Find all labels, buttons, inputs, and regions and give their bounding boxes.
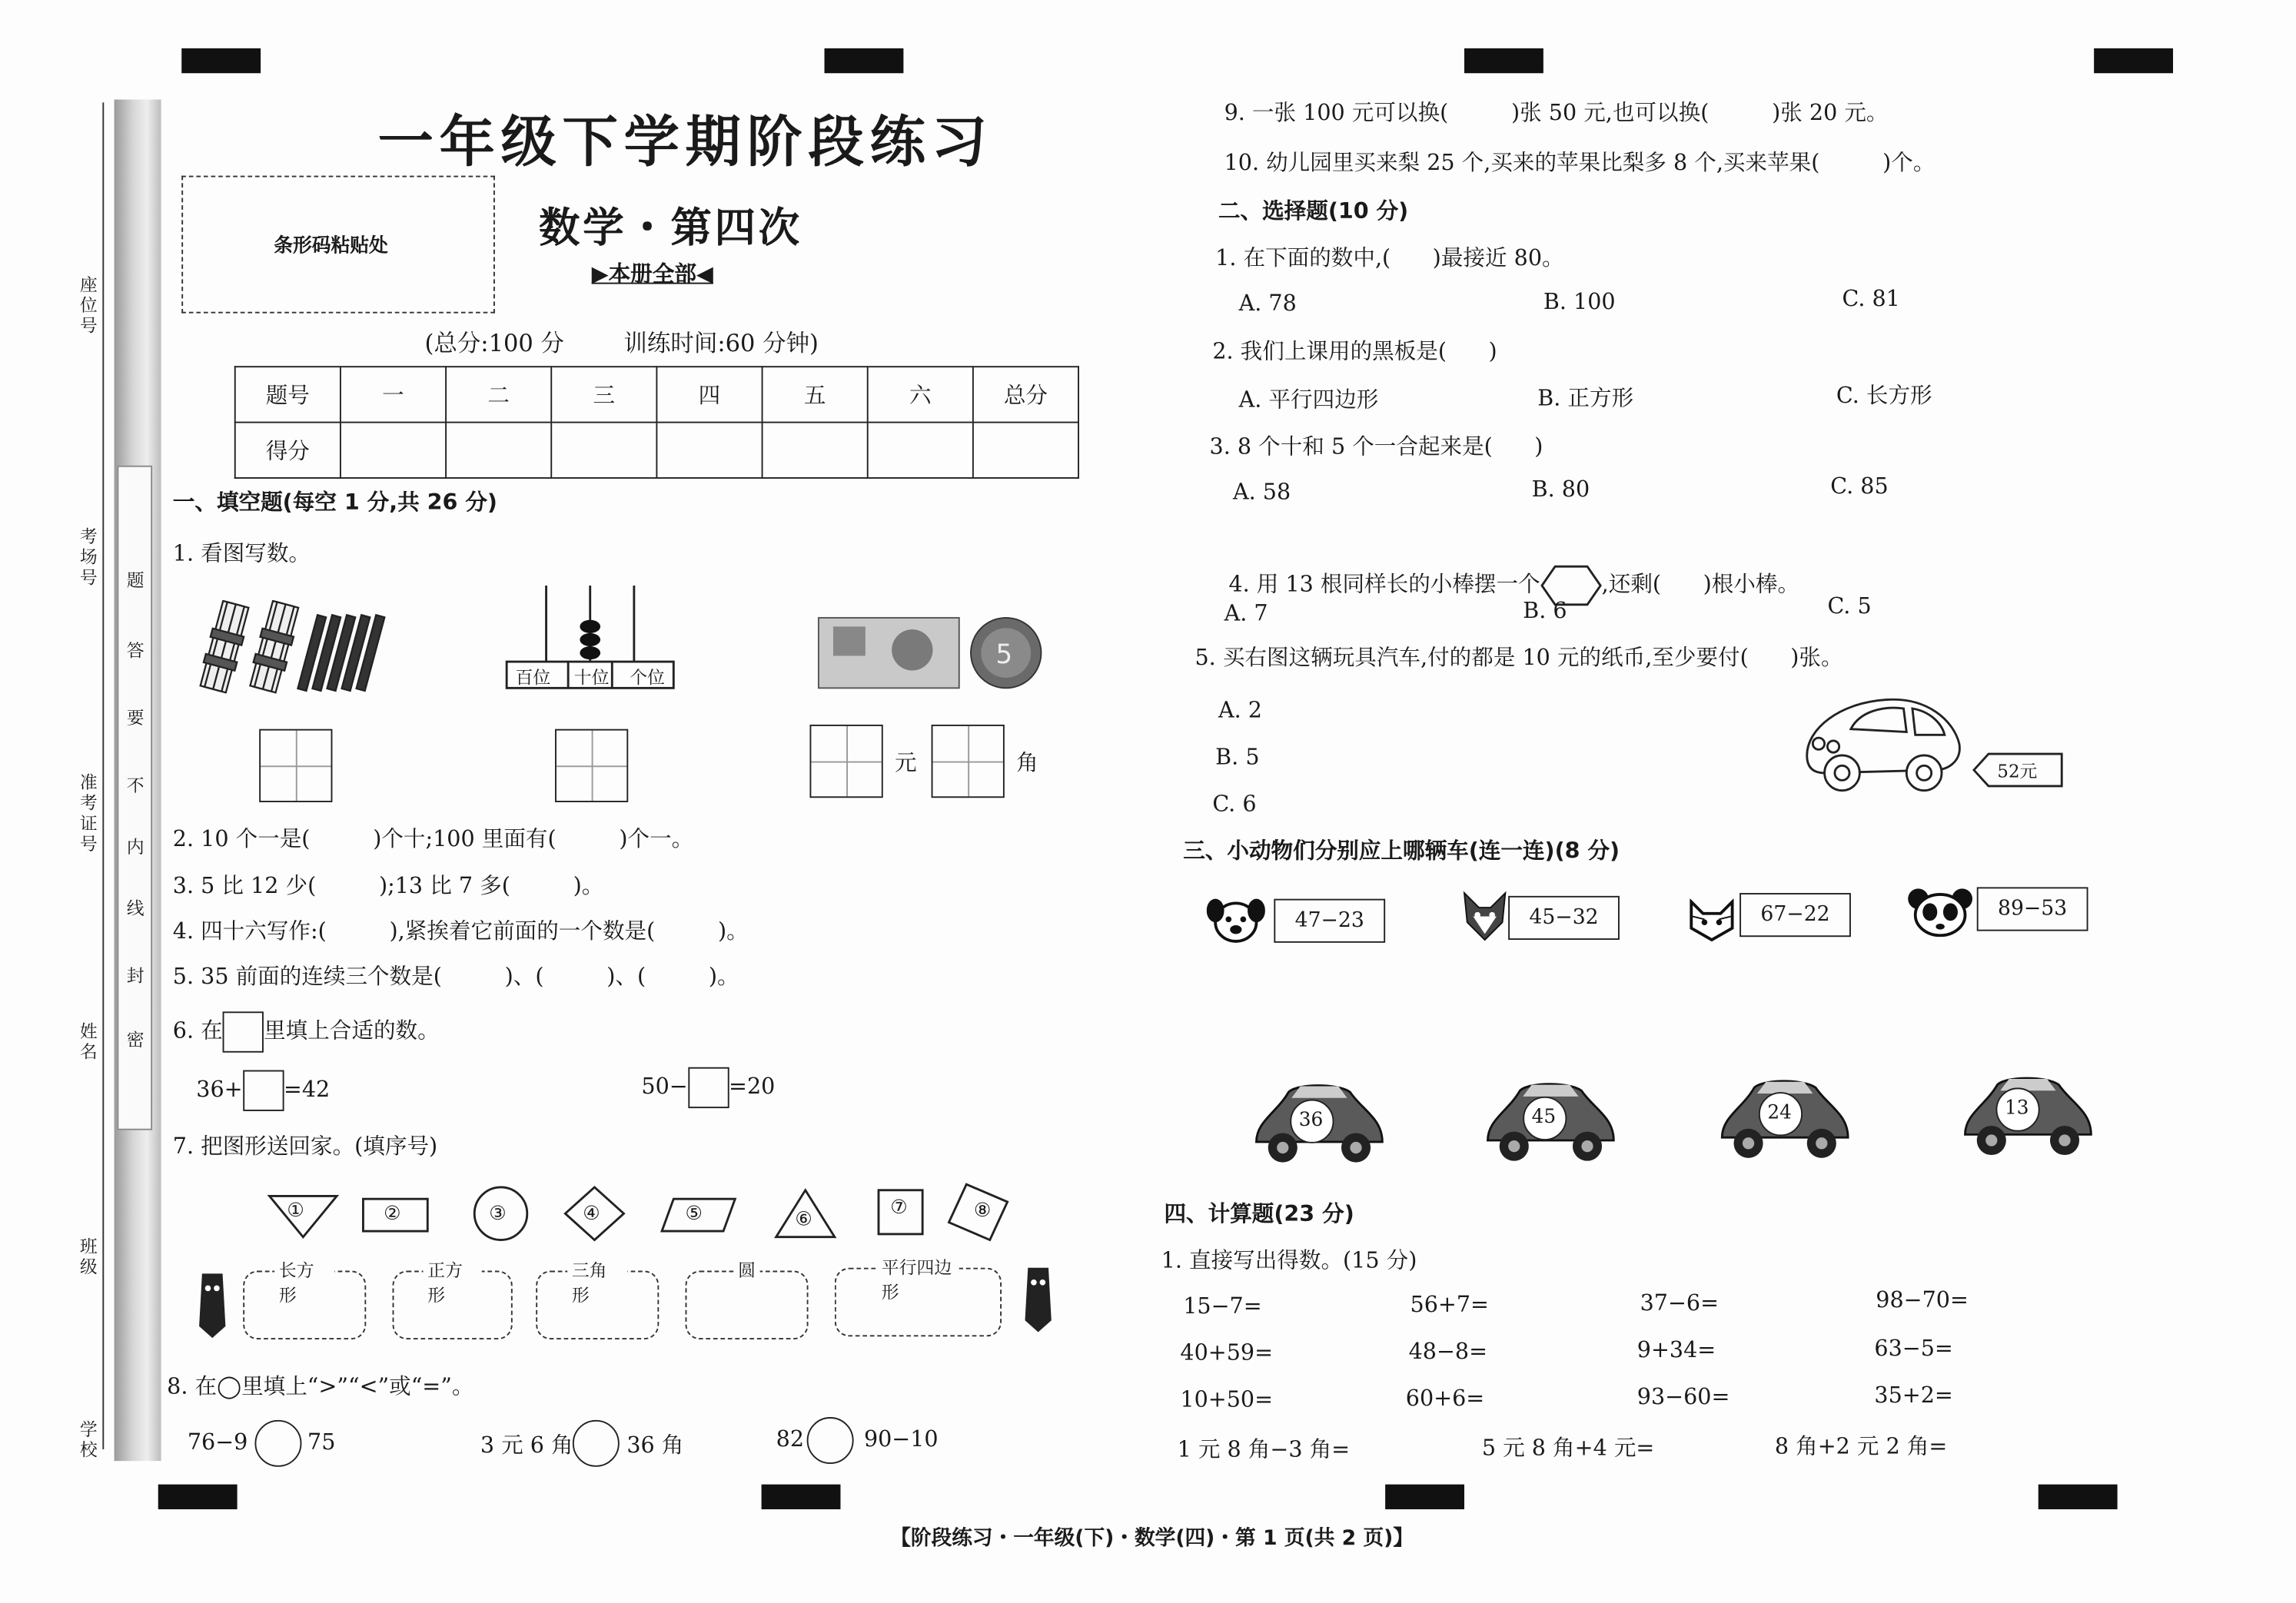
seal-char: 线 xyxy=(124,898,145,920)
square-icon xyxy=(223,1011,264,1052)
car-number: 36 xyxy=(1298,1109,1324,1132)
score-table-header: 三 xyxy=(551,367,656,422)
shape-number: ⑧ xyxy=(973,1200,992,1223)
calc-item[interactable]: 1 元 8 角−3 角= xyxy=(1177,1435,1351,1463)
home-label: 长方形 xyxy=(274,1257,334,1307)
score-cell[interactable] xyxy=(551,423,656,478)
calc-item[interactable]: 40+59= xyxy=(1180,1339,1274,1366)
choice-question-suffix: ,还剩( )根小棒。 xyxy=(1601,570,1800,598)
question-5: 5. 35 前面的连续三个数是( )、( )、( )。 xyxy=(172,963,739,990)
toy-car-picture xyxy=(1796,685,1972,802)
question-10: 10. 幼儿园里买来梨 25 个,买来的苹果比梨多 8 个,买来苹果( )个。 xyxy=(1224,149,1935,176)
calc-item[interactable]: 15−7= xyxy=(1183,1293,1262,1319)
dog-face-icon xyxy=(1207,896,1265,946)
binding-line xyxy=(102,102,104,1449)
answer-box[interactable] xyxy=(555,729,628,802)
score-table-header: 二 xyxy=(446,367,551,422)
exam-subtitle: 数学・第四次 xyxy=(539,203,802,252)
yuan-unit: 元 xyxy=(894,749,917,776)
barcode-label: 条形码粘贴处 xyxy=(274,235,388,258)
equation-right: =20 xyxy=(729,1073,776,1100)
fox-face-icon xyxy=(1461,890,1508,943)
compare-right: 75 xyxy=(307,1429,336,1455)
calc-item[interactable]: 10+50= xyxy=(1180,1386,1274,1413)
score-cell[interactable] xyxy=(656,423,762,478)
question-9: 9. 一张 100 元可以换( )张 50 元,也可以换( )张 20 元。 xyxy=(1224,99,1889,126)
seal-char: 不 xyxy=(124,775,145,797)
score-cell[interactable] xyxy=(446,423,551,478)
choice-option[interactable]: B. 5 xyxy=(1215,743,1260,771)
calc-item[interactable]: 9+34= xyxy=(1636,1336,1716,1363)
registration-mark xyxy=(1464,48,1543,73)
car-number: 13 xyxy=(2004,1097,2029,1120)
pencil-mascot-icon xyxy=(193,1268,231,1341)
calc-item[interactable]: 48−8= xyxy=(1408,1338,1488,1365)
section4-subheading: 1. 直接写出得数。(15 分) xyxy=(1161,1247,1417,1274)
shape-number: ③ xyxy=(489,1203,507,1226)
compare-left: 82 xyxy=(776,1425,805,1452)
shape-number: ⑦ xyxy=(890,1197,908,1220)
registration-mark xyxy=(2038,1485,2118,1509)
shape-number: ② xyxy=(384,1203,401,1226)
barcode-area xyxy=(181,176,495,314)
name-label: 姓名 xyxy=(77,1021,98,1064)
car-number: 24 xyxy=(1767,1102,1792,1125)
abacus-ones-label: 个位 xyxy=(630,667,665,689)
compare-circle-input[interactable] xyxy=(807,1417,854,1464)
score-table-header: 四 xyxy=(656,367,762,422)
question-4: 4. 四十六写作:( ),紧挨着它前面的一个数是( )。 xyxy=(172,918,749,944)
calc-item[interactable]: 8 角+2 元 2 角= xyxy=(1774,1432,1948,1460)
choice-question: 5. 买右图这辆玩具汽车,付的都是 10 元的纸币,至少要付( )张。 xyxy=(1195,644,1843,671)
seat-number-label: 座位号 xyxy=(77,275,98,337)
choice-option[interactable]: A. 78 xyxy=(1238,290,1297,317)
question-6-prefix: 6. 在 xyxy=(172,1017,223,1044)
cat-face-icon xyxy=(1687,899,1737,943)
question-1: 1. 看图写数。 xyxy=(172,539,311,567)
home-rectangle[interactable] xyxy=(243,1260,366,1340)
svg-text:5: 5 xyxy=(995,639,1013,670)
choice-option[interactable]: C. 6 xyxy=(1212,790,1257,817)
home-triangle[interactable] xyxy=(536,1260,659,1340)
choice-question-prefix: 4. 用 13 根同样长的小棒摆一个 xyxy=(1228,570,1540,598)
choice-option[interactable]: A. 7 xyxy=(1224,600,1268,627)
calc-item[interactable]: 37−6= xyxy=(1640,1289,1720,1316)
choice-question: 1. 在下面的数中,( )最接近 80。 xyxy=(1215,244,1564,271)
question-8: 8. 在◯里填上“>”“<”或“=”。 xyxy=(167,1372,474,1400)
section1-heading: 一、填空题(每空 1 分,共 26 分) xyxy=(172,489,497,516)
exam-title: 一年级下学期阶段练习 xyxy=(377,109,993,174)
question-7: 7. 把图形送回家。(填序号) xyxy=(172,1133,438,1160)
choice-question: 3. 8 个十和 5 个一合起来是( ) xyxy=(1209,433,1543,460)
shape-number: ① xyxy=(287,1200,304,1223)
question-6 xyxy=(173,1011,440,1052)
price-tag-label: 52元 xyxy=(1997,761,2038,782)
seal-char: 密 xyxy=(124,1030,145,1051)
score-cell[interactable] xyxy=(973,423,1078,478)
panda-face-icon xyxy=(1906,887,1974,937)
school-label: 学校 xyxy=(77,1419,98,1462)
admission-number-label: 准考证号 xyxy=(77,772,98,855)
home-square[interactable] xyxy=(393,1260,513,1340)
calc-item[interactable]: 93−60= xyxy=(1636,1383,1730,1410)
registration-mark xyxy=(762,1485,841,1509)
exam-meta: (总分:100 分 训练时间:60 分钟) xyxy=(424,329,819,357)
seal-char: 内 xyxy=(124,837,145,858)
score-cell[interactable] xyxy=(868,423,973,478)
seal-char: 要 xyxy=(124,709,145,729)
choice-option[interactable]: C. 长方形 xyxy=(1836,382,1932,409)
animal-expression[interactable]: 89−53 xyxy=(1977,887,2088,931)
yuan-answer-box[interactable] xyxy=(809,725,882,798)
calc-item[interactable]: 5 元 8 角+4 元= xyxy=(1481,1434,1655,1462)
jiao-answer-box[interactable] xyxy=(932,725,1005,798)
abacus-tens-label: 十位 xyxy=(573,667,610,689)
compare-left: 3 元 6 角 xyxy=(480,1432,573,1459)
seal-char: 题 xyxy=(124,570,145,592)
fill-square-input[interactable] xyxy=(243,1070,284,1111)
score-table-header: 总分 xyxy=(973,367,1078,422)
car-number: 45 xyxy=(1531,1107,1557,1129)
home-circle[interactable] xyxy=(686,1260,809,1340)
shape-number: ④ xyxy=(583,1203,600,1226)
registration-mark xyxy=(1385,1485,1464,1509)
abacus-hundreds-label: 百位 xyxy=(515,667,551,689)
shape-number: ⑥ xyxy=(795,1209,812,1232)
calc-item[interactable]: 56+7= xyxy=(1410,1291,1489,1318)
animal-expression[interactable]: 47−23 xyxy=(1274,899,1385,943)
pencil-mascot-icon xyxy=(1019,1262,1058,1335)
equation-right: =42 xyxy=(283,1076,331,1103)
choice-option[interactable]: B. 100 xyxy=(1543,288,1616,315)
section4-heading: 四、计算题(23 分) xyxy=(1164,1200,1354,1227)
exam-room-label: 考场号 xyxy=(77,526,98,589)
compare-right: 36 角 xyxy=(626,1432,684,1459)
exam-scope: ▶本册全部◀ xyxy=(591,261,713,287)
question-6a xyxy=(196,1070,330,1111)
home-parallelogram[interactable] xyxy=(835,1257,1002,1337)
jiao-unit: 角 xyxy=(1016,749,1038,776)
shape-number: ⑤ xyxy=(685,1203,703,1226)
choice-option[interactable]: B. 80 xyxy=(1531,476,1590,503)
calc-item[interactable]: 35+2= xyxy=(1874,1382,1953,1409)
answer-box[interactable] xyxy=(259,729,332,802)
compare-right: 90−10 xyxy=(863,1425,939,1452)
score-cell[interactable] xyxy=(341,423,446,478)
compare-circle-input[interactable] xyxy=(573,1420,620,1467)
registration-mark xyxy=(181,48,261,73)
animal-expression[interactable]: 67−22 xyxy=(1739,893,1851,937)
choice-option[interactable]: A. 平行四边形 xyxy=(1238,386,1379,413)
money-picture xyxy=(816,612,1050,694)
calc-item[interactable]: 63−5= xyxy=(1874,1335,1953,1362)
score-table-header: 一 xyxy=(341,367,446,422)
seal-char: 答 xyxy=(124,641,145,662)
question-6-suffix: 里填上合适的数。 xyxy=(264,1017,440,1044)
class-label: 班级 xyxy=(77,1236,98,1279)
home-label: 圆 xyxy=(733,1257,759,1282)
choice-option[interactable]: B. 正方形 xyxy=(1537,385,1634,412)
score-table xyxy=(234,366,1079,479)
choice-option[interactable]: A. 58 xyxy=(1233,478,1291,506)
equation-left: 36+ xyxy=(196,1076,243,1103)
choice-question: 2. 我们上课用的黑板是( ) xyxy=(1212,338,1497,365)
fill-square-input[interactable] xyxy=(688,1067,729,1108)
home-label: 三角形 xyxy=(567,1257,627,1307)
choice-option[interactable]: C. 81 xyxy=(1842,285,1900,312)
compare-circle-input[interactable] xyxy=(254,1420,301,1467)
registration-mark xyxy=(2094,48,2173,73)
score-table-header: 题号 xyxy=(235,367,341,422)
animal-expression[interactable]: 45−32 xyxy=(1508,896,1620,940)
seal-char: 封 xyxy=(124,966,145,987)
choice-question xyxy=(1201,537,1799,634)
score-cell[interactable] xyxy=(763,423,868,478)
score-row-label: 得分 xyxy=(235,423,341,478)
shapes-row xyxy=(264,1179,1025,1252)
stick-bundles-picture xyxy=(199,600,390,697)
choice-option[interactable]: C. 85 xyxy=(1830,473,1889,499)
compare-left: 76−9 xyxy=(187,1429,248,1455)
calc-item[interactable]: 60+6= xyxy=(1405,1385,1485,1412)
choice-option[interactable]: C. 5 xyxy=(1827,592,1872,619)
score-table-header: 五 xyxy=(763,367,868,422)
page-footer: 【阶段练习・一年级(下)・数学(四)・第 1 页(共 2 页)】 xyxy=(890,1526,1414,1551)
choice-option[interactable]: A. 2 xyxy=(1218,696,1262,724)
equation-left: 50− xyxy=(641,1073,688,1100)
calc-item[interactable]: 98−70= xyxy=(1876,1286,1969,1313)
question-2: 2. 10 个一是( )个十;100 里面有( )个一。 xyxy=(172,825,694,852)
question-6b xyxy=(641,1067,775,1108)
home-label: 平行四边形 xyxy=(877,1255,959,1305)
question-3: 3. 5 比 12 少( );13 比 7 多( )。 xyxy=(172,872,604,899)
registration-mark xyxy=(158,1485,238,1509)
home-label: 正方形 xyxy=(424,1257,482,1307)
choice-option[interactable]: B. 6 xyxy=(1523,597,1567,624)
registration-mark xyxy=(825,48,904,73)
section3-heading: 三、小动物们分别应上哪辆车(连一连)(8 分) xyxy=(1183,837,1620,864)
section2-heading: 二、选择题(10 分) xyxy=(1218,197,1409,224)
score-table-header: 六 xyxy=(868,367,973,422)
